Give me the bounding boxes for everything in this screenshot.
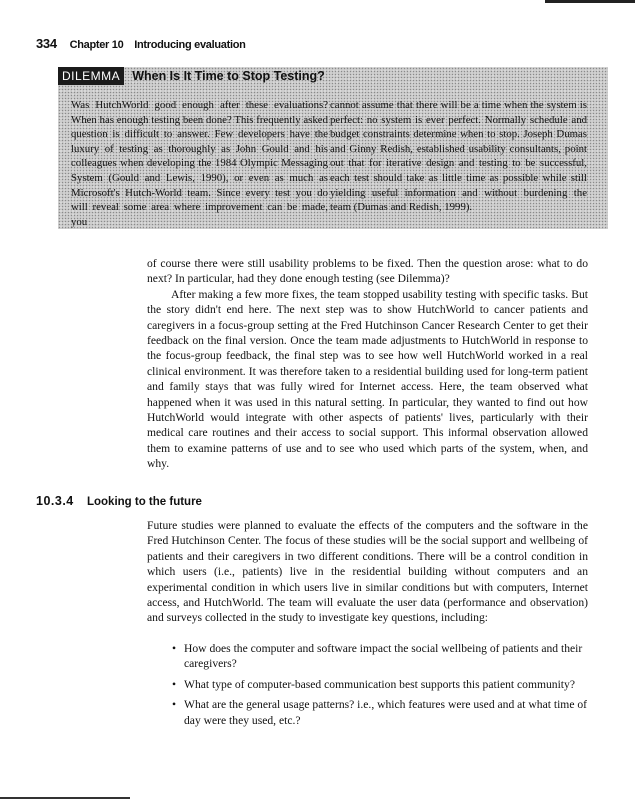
section-number: 10.3.4: [36, 494, 74, 508]
bottom-rule: [0, 797, 130, 799]
running-header: [36, 36, 246, 51]
list-item: [172, 697, 588, 728]
list-item: [172, 677, 588, 692]
bullet-icon: •: [172, 677, 177, 691]
top-rule: [545, 0, 635, 3]
list-item-text: What type of computer-based communication best supports this patient community?: [184, 677, 575, 691]
section-heading: [36, 494, 202, 508]
dilemma-title: When Is It Time to Stop Testing?: [132, 69, 325, 83]
bullet-icon: •: [172, 642, 177, 655]
section-body: [147, 518, 588, 626]
list-item-text: How does the computer and software impact the social wellbeing of patients and their caregivers?: [184, 642, 583, 671]
question-list: [172, 641, 588, 733]
list-item-text: What are the general usage patterns? i.e., which features were used and at what time of day were they used, etc.?: [184, 698, 588, 727]
page-number: 334: [36, 36, 57, 51]
paragraph-1: of course there were still usability problems to be fixed. Then the question arose: what to do next? In particular, had they done enough testing (see Dilemma)?: [147, 257, 588, 286]
chapter-title: Introducing evaluation: [134, 39, 246, 51]
chapter-label: Chapter 10: [69, 39, 124, 51]
dilemma-heading: [58, 67, 325, 85]
section-title: Looking to the future: [86, 496, 202, 508]
dilemma-badge: DILEMMA: [58, 67, 124, 85]
dilemma-box: [58, 67, 608, 229]
section-paragraph: Future studies were planned to evaluate the effects of the computers and the software in the Fred Hutchinson Center. The focus of these studies will be the social support and wellbeing of patients and their caregivers in two different conditions. There will be a control condition in which users (i.e., patients) live in the residential building without computers and an experimental condition in which users live in similar conditions but with computers, Internet access, and HutchWorld. The team will evaluate the user data (performance and observation) and surveys collected in the study to investigate key questions, including:: [147, 519, 588, 625]
list-item: [172, 641, 588, 672]
body-text-top: [147, 256, 588, 472]
bullet-icon: •: [172, 698, 177, 712]
dilemma-right-column: cannot assume that there will be a time when the system is perfect: no system is ever perfect. Normally schedule and budget constraints determine when to stop. Joseph Dumas and Ginny Redish, established usability consultants, point out that for iterative design and testing to be successful, each test should take as little time as possible while still yielding useful information and without burdening the team (Dumas and Redish, 1999).: [330, 99, 587, 214]
dilemma-left-column: Was HutchWorld good enough after these evaluations? When has enough testing been done? This frequently asked question is difficult to answer. Few developers have the luxury of testing as thoroughly as John Gould and his colleagues when developing the 1984 Olympic Messaging System (Gould and Lewis, 1990), or even as much as Microsoft's Hutch-World team. Since every test you do will reveal some area where improvement can be made, you: [71, 99, 328, 228]
paragraph-2: After making a few more fixes, the team stopped usability testing with specific tasks. But the story didn't end here. The next step was to show HutchWorld to cancer patients and caregivers in a focus-group setting at the Fred Hutchinson Cancer Research Center to get their feedback on the final version. Once the team made adjustments to HutchWorld in response to the focus-group feedback, the final step was to see how well HutchWorld worked in a real clinical environment. It was therefore taken to a residential building used for long-term patient and family stays that was fully wired for Internet access. Here, the team observed what happened when it was used in this natural setting. In particular, they wanted to find out how HutchWorld would integrate with other aspects of patients' lives, particularly with their medical care routines and their access to social support. This informal observation allowed them to examine patterns of use and to see who used which parts of the system, when, and why.: [147, 287, 588, 471]
